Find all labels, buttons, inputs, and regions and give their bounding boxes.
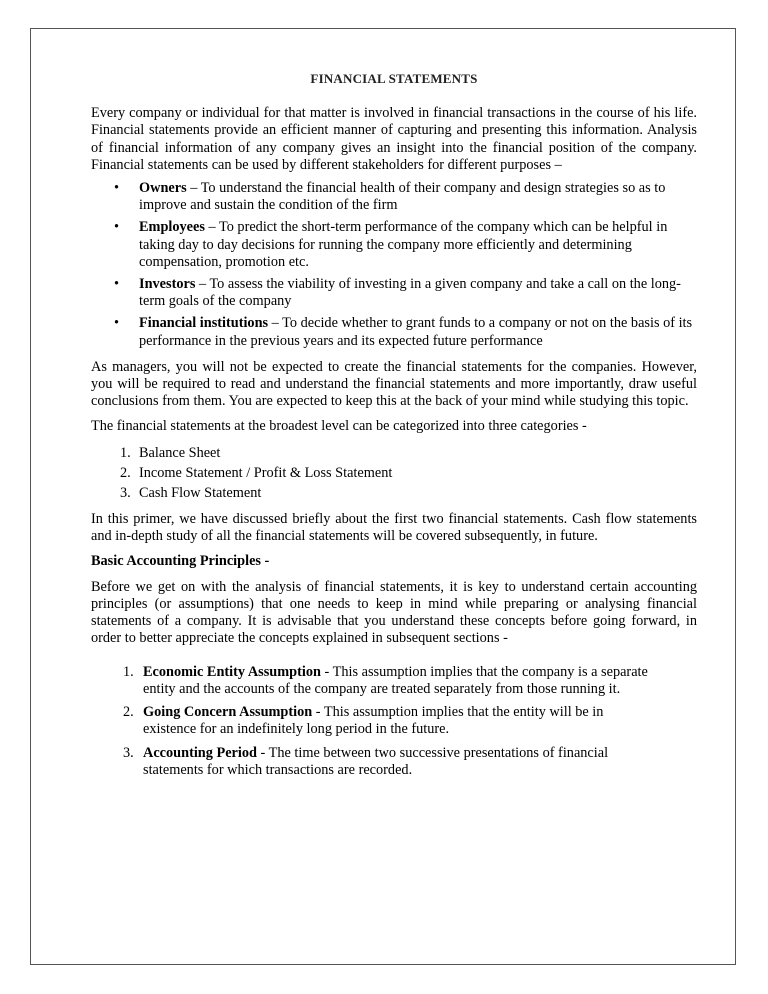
list-item [91, 276, 697, 310]
principle-term: Economic Entity Assumption [143, 663, 321, 680]
list-item [91, 180, 697, 214]
principle-term: Going Concern Assumption [143, 704, 313, 721]
category-label: Income Statement / Profit & Loss Statement [139, 464, 393, 481]
list-item [91, 465, 697, 482]
stakeholder-term: Owners [139, 180, 187, 197]
stakeholder-term: Financial institutions [139, 315, 269, 332]
principles-intro-paragraph: Before we get on with the analysis of financial statements, it is key to understand certain accounting principles (or assumptions) that one needs to keep in mind while preparing or analysing financial statements of a company. It is advisable that you understand these concepts before going forward, in order to better appreciate the concepts explained in subsequent sections - [91, 578, 697, 647]
category-label: Balance Sheet [139, 444, 221, 461]
stakeholder-term: Employees [139, 219, 205, 236]
principle-term: Accounting Period [143, 744, 257, 761]
principle-text: - The time between two successive presentations of financial statements for which transactions are recorded. [143, 744, 609, 778]
stakeholder-text: – To predict the short-term performance of the company which can be helpful in taking day to day decisions for running the company more efficiently and determining compensation, promotion etc. [139, 219, 668, 270]
primer-paragraph: In this primer, we have discussed briefly about the first two financial statements. Cash flow statements and in-depth study of all the financial statements will be covered subsequently, in future. [91, 511, 697, 545]
list-number: 2. [123, 704, 134, 721]
categories-list [91, 445, 697, 503]
section-heading: Basic Accounting Principles - [91, 552, 270, 569]
list-number: 1. [123, 663, 134, 680]
list-item [91, 664, 697, 698]
category-label: Cash Flow Statement [139, 485, 262, 502]
list-item [91, 219, 697, 271]
principle-text: - This assumption implies that the entity will be in existence for an indefinitely long period in the future. [143, 704, 604, 738]
bullet-icon: • [114, 219, 120, 236]
list-number: 1. [120, 444, 131, 461]
list-item [91, 704, 697, 738]
intro-paragraph: Every company or individual for that matter is involved in financial transactions in the course of his life. Financial statements provide an efficient manner of capturing and presenting this information. Analysis of financial information of any company gives an insight into the financial position of the company. Financial statements can be used by different stakeholders for different purposes – [91, 105, 697, 173]
stakeholder-term: Investors [139, 276, 196, 293]
categories-intro: The financial statements at the broadest level can be categorized into three categories - [91, 418, 587, 435]
stakeholder-text: – To assess the viability of investing in a given company and take a call on the long-term goals of the company [139, 276, 681, 310]
principles-list [91, 664, 697, 779]
list-item [91, 315, 697, 349]
stakeholder-text: – To decide whether to grant funds to a company or not on the basis of its performance in the previous years and its expected future performance [139, 315, 693, 349]
managers-paragraph: As managers, you will not be expected to create the financial statements for the companies. However, you will be required to read and understand the financial statements and more importantly, draw useful conclusions from them. You are expected to keep this at the back of your mind while studying this topic. [91, 358, 697, 410]
document-body [91, 70, 697, 785]
list-item [91, 445, 697, 462]
document-title: FINANCIAL STATEMENTS [310, 71, 478, 86]
bullet-icon: • [114, 180, 120, 197]
list-number: 3. [123, 744, 134, 761]
stakeholder-text: – To understand the financial health of their company and design strategies so as to improve and sustain the condition of the firm [139, 180, 666, 214]
list-number: 2. [120, 464, 131, 481]
bullet-icon: • [114, 276, 120, 293]
list-item [91, 745, 697, 779]
list-item [91, 485, 697, 502]
bullet-icon: • [114, 315, 120, 332]
stakeholder-list [91, 180, 697, 350]
list-number: 3. [120, 485, 131, 502]
principle-text: - This assumption implies that the company is a separate entity and the accounts of the company are treated separately from those running it. [143, 663, 648, 697]
